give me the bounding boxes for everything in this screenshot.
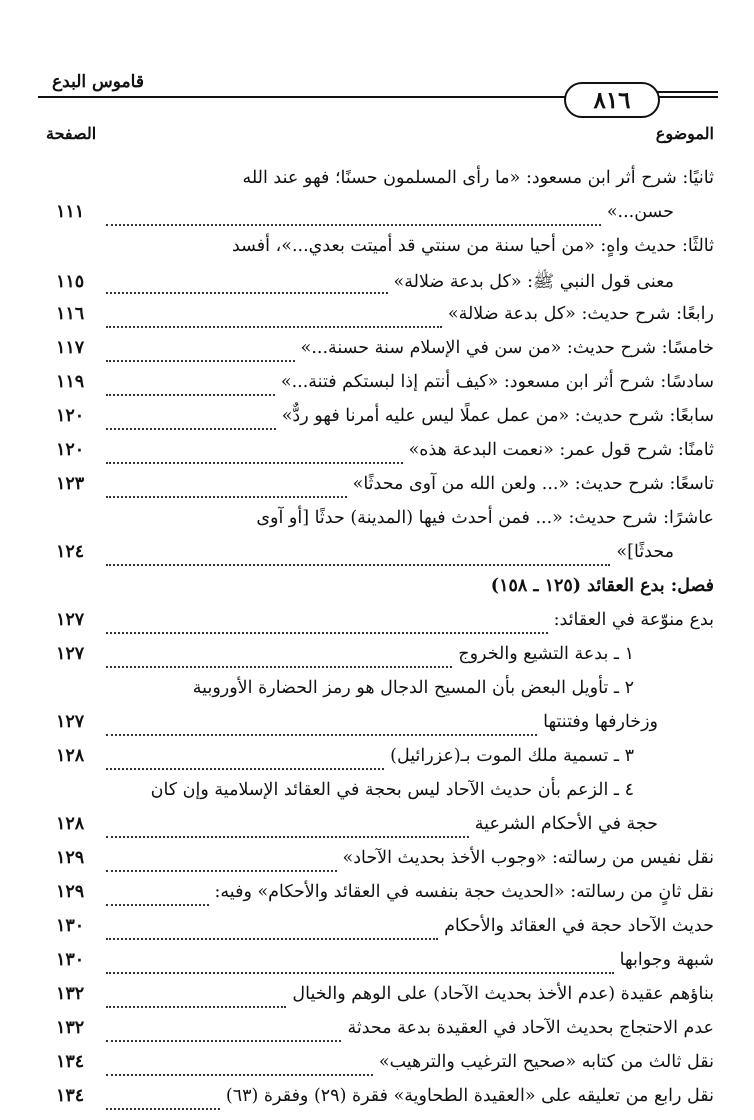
toc-line: بناؤهم عقيدة (عدم الأخذ بحديث الآحاد) على الوهم والخيال ١٣٢ bbox=[56, 984, 714, 1018]
page-ref: ١١٦ bbox=[56, 304, 85, 324]
toc-line: سادسًا: شرح أثر ابن مسعود: «كيف أنتم إذا لبستكم فتنة...» ١١٩ bbox=[56, 372, 714, 406]
page-ref: ١٣٠ bbox=[56, 950, 85, 970]
page-ref: ١٢٩ bbox=[56, 882, 85, 902]
toc-line: ثالثًا: حديث واهٍ: «من أحيا سنة من سنتي قد أميتت بعدي...»، أفسد bbox=[232, 236, 714, 256]
page-ref: ١٢٨ bbox=[56, 746, 85, 766]
toc-line: ١ ـ بدعة التشيع والخروج ١٢٧ bbox=[56, 644, 634, 678]
toc-line: عدم الاحتجاج بحديث الآحاد في العقيدة بدعة محدثة ١٣٢ bbox=[56, 1018, 714, 1052]
toc-line: ٢ ـ تأويل البعض بأن المسيح الدجال هو رمز الحضارة الأوروبية bbox=[192, 678, 634, 698]
page-ref: ١٢٠ bbox=[56, 406, 85, 426]
toc-line: سابعًا: شرح حديث: «من عمل عملًا ليس عليه أمرنا فهو ردٌّ» ١٢٠ bbox=[56, 406, 714, 440]
page-ref: ١٢٧ bbox=[56, 712, 85, 732]
page-ref: ١٢٩ bbox=[56, 848, 85, 868]
page-ref: ١٢٧ bbox=[56, 610, 85, 630]
toc-line: بدع منوّعة في العقائد: ١٢٧ bbox=[56, 610, 714, 644]
page-ref: ١٢٨ bbox=[56, 814, 85, 834]
toc-line: نقل نفيس من رسالته: «وجوب الأخذ بحديث الآحاد» ١٢٩ bbox=[56, 848, 714, 882]
toc-line: ثامنًا: شرح قول عمر: «نعمت البدعة هذه» ١٢٠ bbox=[56, 440, 714, 474]
toc-line: نقل ثالث من كتابه «صحيح الترغيب والترهيب» ١٣٤ bbox=[56, 1052, 714, 1086]
toc-line: حجة في الأحكام الشرعية ١٢٨ bbox=[56, 814, 658, 848]
toc-line: حديث الآحاد حجة في العقائد والأحكام ١٣٠ bbox=[56, 916, 714, 950]
page-ref: ١٢٣ bbox=[56, 474, 85, 494]
page-ref: ١٢٤ bbox=[56, 542, 85, 562]
page-ref: ١١١ bbox=[56, 202, 85, 222]
column-header-page: الصفحة bbox=[46, 124, 97, 143]
toc-line: محدثًا]» ١٢٤ bbox=[56, 542, 674, 576]
toc-line: وزخارفها وفتنتها ١٢٧ bbox=[56, 712, 658, 746]
page-header bbox=[38, 62, 718, 112]
section-heading: فصل: بدع العقائد (١٢٥ ـ ١٥٨) bbox=[490, 576, 714, 596]
page-ref: ١٣٤ bbox=[56, 1086, 85, 1106]
page-ref: ١١٥ bbox=[56, 272, 85, 292]
page-ref: ١٣٤ bbox=[56, 1052, 85, 1072]
page-ref: ١٣٢ bbox=[56, 1018, 85, 1038]
toc-line: معنى قول النبي ﷺ: «كل بدعة ضلالة» ١١٥ bbox=[56, 272, 674, 292]
toc-line: رابعًا: شرح حديث: «كل بدعة ضلالة» ١١٦ bbox=[56, 304, 714, 338]
book-title: قاموس البدع bbox=[52, 72, 144, 92]
page-ref: ١٣٢ bbox=[56, 984, 85, 1004]
toc-line: نقل ثانٍ من رسالته: «الحديث حجة بنفسه في العقائد والأحكام» وفيه: ١٢٩ bbox=[56, 882, 714, 916]
toc-line: شبهة وجوابها ١٣٠ bbox=[56, 950, 714, 984]
page-number-badge: ٨١٦ bbox=[564, 82, 660, 118]
toc-line: نقل رابع من تعليقه على «العقيدة الطحاوية» فقرة (٢٩) وفقرة (٦٣) ١٣٤ bbox=[56, 1086, 714, 1120]
page-ref: ١١٩ bbox=[56, 372, 85, 392]
page-ref: ١١٧ bbox=[56, 338, 85, 358]
header-rule bbox=[38, 96, 648, 98]
page-ref: ١٢٧ bbox=[56, 644, 85, 664]
page-ref: ١٣٠ bbox=[56, 916, 85, 936]
toc-line: حسن...» ١١١ bbox=[56, 202, 674, 236]
toc-line: خامسًا: شرح حديث: «من سن في الإسلام سنة حسنة...» ١١٧ bbox=[56, 338, 714, 372]
header-ornament bbox=[656, 91, 718, 101]
toc-line: عاشرًا: شرح حديث: «... فمن أحدث فيها (المدينة) حدثًا [أو آوى bbox=[256, 508, 714, 528]
page-ref: ١٢٠ bbox=[56, 440, 85, 460]
toc-line: ٤ ـ الزعم بأن حديث الآحاد ليس بحجة في العقائد الإسلامية وإن كان bbox=[150, 780, 634, 800]
column-header-topic: الموضوع bbox=[655, 124, 714, 143]
toc-line: ثانيًا: شرح أثر ابن مسعود: «ما رأى المسلمون حسنًا؛ فهو عند الله bbox=[242, 168, 714, 188]
toc-line: تاسعًا: شرح حديث: «... ولعن الله من آوى محدثًا» ١٢٣ bbox=[56, 474, 714, 508]
toc-line: ٣ ـ تسمية ملك الموت بـ(عزرائيل) ١٢٨ bbox=[56, 746, 634, 780]
